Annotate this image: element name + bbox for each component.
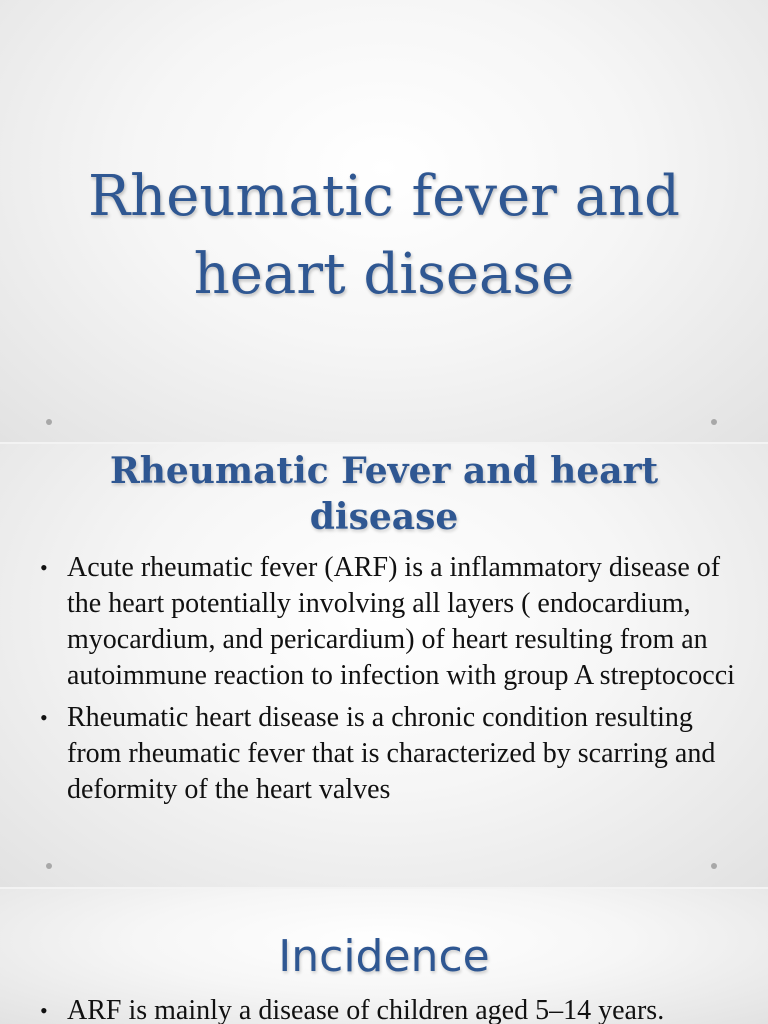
heading-line-2: disease <box>309 496 459 538</box>
nav-dot-left <box>46 419 52 425</box>
slide-title <box>0 0 768 442</box>
bullet-icon: • <box>40 998 48 1023</box>
nav-dot-right <box>711 863 717 869</box>
bullet-item <box>40 550 740 694</box>
nav-dot-left <box>46 863 52 869</box>
bullet-icon: • <box>40 705 48 730</box>
title-line-2: heart disease <box>193 242 575 307</box>
slide-definition <box>0 444 768 887</box>
slide-title-heading <box>0 158 768 314</box>
nav-dot-right <box>711 419 717 425</box>
bullet-icon: • <box>40 555 48 580</box>
bullet-item <box>40 993 740 1024</box>
slide-heading <box>0 448 768 540</box>
title-line-1: Rheumatic fever and <box>87 164 681 229</box>
bullet-text: ARF is mainly a disease of children aged 5–14 years. <box>67 995 665 1024</box>
bullet-item <box>40 700 740 808</box>
bullet-list <box>40 993 740 1024</box>
bullet-list <box>40 550 740 814</box>
heading-line-1: Rheumatic Fever and heart <box>109 450 659 492</box>
bullet-text: Acute rheumatic fever (ARF) is a inflammatory disease of the heart potentially involving all layers ( endocardium, myocardium, and pericardium) of heart resulting from an autoimmune reaction to infection with group A streptococci <box>67 552 735 691</box>
slide-heading: Incidence <box>278 931 490 982</box>
bullet-text: Rheumatic heart disease is a chronic condition resulting from rheumatic fever that is characterized by scarring and deformity of the heart valves <box>67 702 716 805</box>
slide-incidence <box>0 889 768 1024</box>
